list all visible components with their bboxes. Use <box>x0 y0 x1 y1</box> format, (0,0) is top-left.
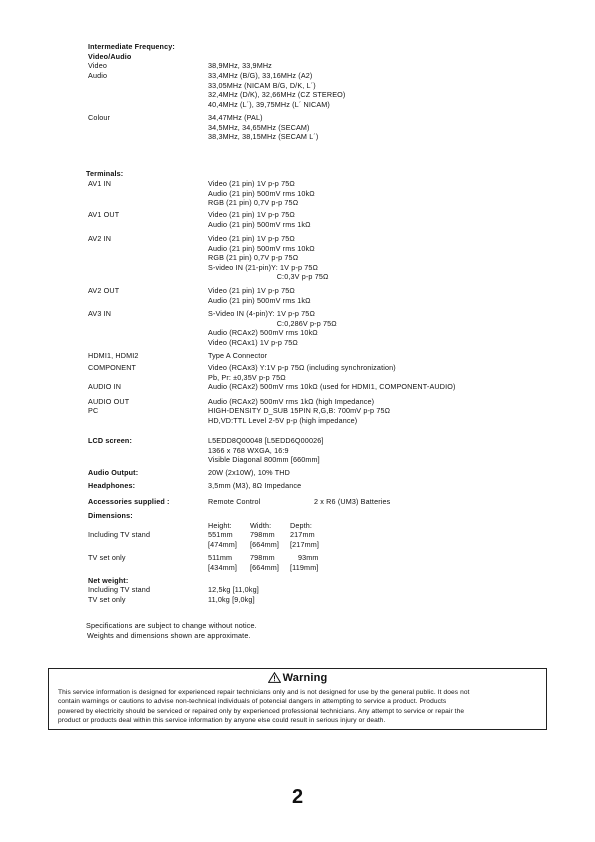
net-weight-value: 11,0kg [9,0kg] <box>208 595 255 604</box>
lcd-value: L5EDD8Q00048 [L5EDD6Q00026] <box>208 436 324 445</box>
terminal-value: RGB (21 pin) 0,7V p-p 75Ω <box>208 253 299 263</box>
accessories-item: 2 x R6 (UM3) Batteries <box>314 497 391 506</box>
terminal-value: Audio (21 pin) 500mV rms 10kΩ <box>208 188 315 198</box>
dimension-value: 93mm <box>298 553 319 562</box>
terminal-label: COMPONENT <box>88 363 137 372</box>
net-weight-label: Including TV stand <box>88 585 151 594</box>
warning-line: This service information is designed for experienced repair technicians only and is not designed for use by the general public. It does not <box>58 689 470 696</box>
accessories-item: Remote Control <box>208 497 261 506</box>
terminal-value: Audio (21 pin) 500mV rms 1kΩ <box>208 295 311 305</box>
warning-line: powered by electricity should be serviced or repaired only by experienced professional technicians. Any attempt to service or repair the <box>58 707 465 715</box>
dimension-value: 551mm <box>208 530 233 539</box>
net-weight-label: TV set only <box>88 595 126 604</box>
audio-output-label: Audio Output: <box>88 468 139 477</box>
net-weight-heading: Net weight: <box>88 576 129 585</box>
dimensions-heading: Dimensions: <box>88 511 133 520</box>
if-subheading: Video/Audio <box>88 52 132 61</box>
terminal-value: C:0,3V p-p 75Ω <box>208 272 329 282</box>
terminal-value: S-Video IN (4-pin)Y: 1V p-p 75Ω <box>208 309 315 318</box>
spec-label: Video <box>88 61 108 70</box>
net-weight-value: 12,5kg [11,0kg] <box>208 585 259 594</box>
warning-title <box>49 672 546 685</box>
dimension-value: 217mm <box>290 530 315 539</box>
lcd-value: Visible Diagonal 800mm [660mm] <box>208 455 320 465</box>
terminal-value: Audio (RCAx2) 500mV rms 10kΩ <box>208 328 318 338</box>
warning-line: product or products deal within this service information by anyone else could result in serious injury or death. <box>58 717 386 725</box>
page-number: 2 <box>292 786 304 808</box>
terminal-value: Video (21 pin) 1V p-p 75Ω <box>208 234 295 243</box>
terminal-label: HDMI1, HDMI2 <box>88 351 139 360</box>
headphones-value: 3,5mm (M3), 8Ω Impedance <box>208 481 302 490</box>
spec-label: Colour <box>88 113 111 122</box>
terminal-label: AUDIO IN <box>88 382 122 391</box>
warning-text <box>58 688 540 726</box>
terminal-value: Pb, Pr: ±0,35V p-p 75Ω <box>208 372 286 382</box>
terminal-value: HIGH-DENSITY D_SUB 15PIN R,G,B: 700mV p-p 75Ω <box>208 406 391 415</box>
terminal-label: AV1 IN <box>88 179 112 188</box>
terminal-value: HD,VD:TTL Level 2-5V p-p (high impedance) <box>208 415 358 425</box>
dimension-value: [664mm] <box>250 562 280 572</box>
terminal-label: AV1 OUT <box>88 210 120 219</box>
spec-value: 34,47MHz (PAL) <box>208 113 263 122</box>
terminal-value: S-video IN (21-pin)Y: 1V p-p 75Ω <box>208 262 319 272</box>
spec-value: 38,9MHz, 33,9MHz <box>208 61 272 70</box>
dimension-col-header: Depth: <box>290 521 313 530</box>
spec-note: Specifications are subject to change without notice. <box>86 621 257 630</box>
warning-triangle-icon <box>268 672 281 683</box>
warning-box <box>48 668 547 730</box>
terminal-label: PC <box>88 406 99 415</box>
spec-note: Weights and dimensions shown are approximate. <box>87 631 251 640</box>
if-heading: Intermediate Frequency: <box>88 42 175 51</box>
spec-value: 32,4MHz (D/K), 32,66MHz (CZ STEREO) <box>208 90 346 100</box>
spec-value: 34,5MHz, 34,65MHz (SECAM) <box>208 122 310 132</box>
terminal-value: Audio (RCAx2) 500mV rms 1kΩ (high Impedance) <box>208 397 375 406</box>
terminal-label: AV2 OUT <box>88 286 120 295</box>
terminal-value: Video (RCAx3) Y:1V p-p 75Ω (including synchronization) <box>208 363 396 372</box>
terminal-value: Video (21 pin) 1V p-p 75Ω <box>208 210 295 219</box>
dimension-col-header: Width: <box>250 521 272 530</box>
terminal-value: Audio (RCAx2) 500mV rms 10kΩ (used for HDMI1, COMPONENT-AUDIO) <box>208 382 456 392</box>
dimension-value: [434mm] <box>208 562 238 572</box>
accessories-label: Accessories supplied : <box>88 497 170 506</box>
spec-value: 33,4MHz (B/G), 33,16MHz (A2) <box>208 71 313 80</box>
terminal-value: Audio (21 pin) 500mV rms 10kΩ <box>208 243 315 253</box>
terminal-value: Video (21 pin) 1V p-p 75Ω <box>208 286 295 295</box>
terminal-value: Video (RCAx1) 1V p-p 75Ω <box>208 337 298 347</box>
terminal-label: AV2 IN <box>88 234 112 243</box>
terminal-label: AUDIO OUT <box>88 397 130 406</box>
dimension-value: [664mm] <box>250 539 280 549</box>
lcd-label: LCD screen: <box>88 436 132 445</box>
dimension-value: [217mm] <box>290 539 320 549</box>
terminal-value: RGB (21 pin) 0,7V p-p 75Ω <box>208 198 299 208</box>
terminal-label: AV3 IN <box>88 309 112 318</box>
lcd-value: 1366 x 768 WXGA, 16:9 <box>208 445 289 455</box>
spec-value: 40,4MHz (L´), 39,75MHz (L´ NICAM) <box>208 99 330 109</box>
terminal-value: Audio (21 pin) 500mV rms 1kΩ <box>208 219 311 229</box>
dimension-value: [474mm] <box>208 539 238 549</box>
audio-output-value: 20W (2x10W), 10% THD <box>208 468 290 477</box>
spec-label: Audio <box>88 71 108 80</box>
warning-title-text: Warning <box>282 672 328 684</box>
terminal-value: C:0,286V p-p 75Ω <box>208 318 337 328</box>
terminal-value: Video (21 pin) 1V p-p 75Ω <box>208 179 295 188</box>
terminal-value: Type A Connector <box>208 351 268 360</box>
dimension-col-header: Height: <box>208 521 232 530</box>
dimension-label: TV set only <box>88 553 126 562</box>
headphones-label: Headphones: <box>88 481 136 490</box>
dimension-value: 798mm <box>250 530 275 539</box>
dimension-value: 798mm <box>250 553 275 562</box>
spec-value: 38,3MHz, 38,15MHz (SECAM L´) <box>208 132 319 142</box>
dimension-value: 511mm <box>208 553 233 562</box>
dimension-value: [119mm] <box>290 562 319 572</box>
spec-value: 33,05MHz (NICAM B/G, D/K, L´) <box>208 80 316 90</box>
warning-line: contain warnings or cautions to advise non-technical individuals of potencial dangers in attempting to service a product. Products <box>58 698 447 706</box>
terminals-heading: Terminals: <box>86 169 124 178</box>
dimension-label: Including TV stand <box>88 530 151 539</box>
